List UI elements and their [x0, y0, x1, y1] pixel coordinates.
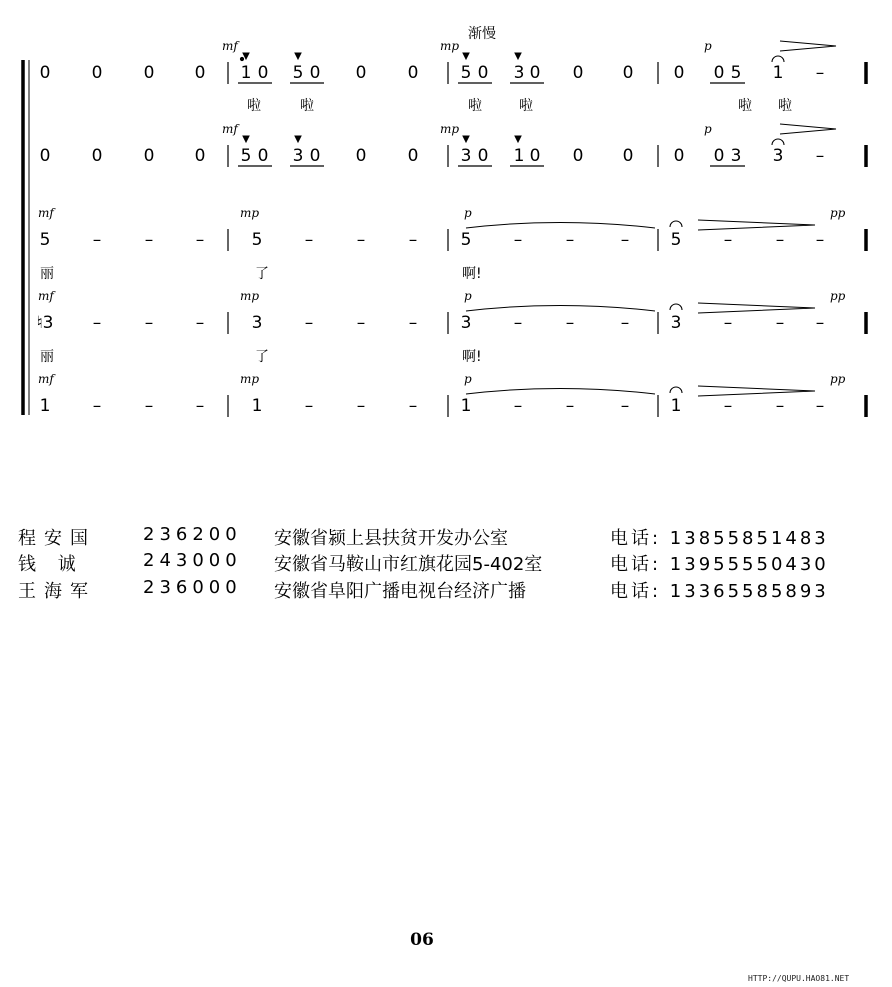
- note: 0: [477, 63, 489, 83]
- note: 3: [292, 146, 304, 166]
- accent-mark: [463, 136, 469, 142]
- lyric: 啦: [468, 98, 482, 114]
- note: 0: [673, 63, 685, 83]
- note: 5: [240, 146, 252, 166]
- note: –: [408, 313, 418, 333]
- note: –: [195, 396, 205, 416]
- dynamic-marking: mf: [38, 206, 54, 220]
- note: 1: [670, 396, 682, 416]
- credit-address: 安徽省阜阳广播电视台经济广播: [274, 581, 526, 602]
- note: 3: [251, 313, 263, 333]
- fermata: [670, 304, 682, 310]
- note: –: [513, 230, 523, 250]
- note: 3: [460, 146, 472, 166]
- note: –: [92, 230, 102, 250]
- note: –: [304, 396, 314, 416]
- note: –: [815, 146, 825, 166]
- note: –: [775, 230, 785, 250]
- note: 5: [39, 230, 51, 250]
- octave-dot: [240, 57, 243, 60]
- note: 0: [713, 63, 725, 83]
- decrescendo-hairpin: [698, 303, 815, 313]
- note: 3: [670, 313, 682, 333]
- decrescendo-hairpin: [698, 220, 815, 230]
- note: 5: [670, 230, 682, 250]
- lyric: 啦: [300, 98, 314, 114]
- note: –: [815, 230, 825, 250]
- note: 3: [460, 313, 472, 333]
- note: 1: [240, 63, 252, 83]
- note: –: [144, 230, 154, 250]
- lyric: 丽: [40, 349, 54, 365]
- note: 0: [572, 63, 584, 83]
- note: –: [723, 313, 733, 333]
- credit-address: 安徽省马鞍山市红旗花园5-402室: [274, 554, 543, 575]
- note: –: [195, 313, 205, 333]
- dynamic-marking: p: [464, 372, 472, 386]
- lyric: 丽: [40, 266, 54, 282]
- fermata: [772, 139, 784, 145]
- note: 0: [673, 146, 685, 166]
- lyric: 啊!: [462, 266, 482, 282]
- note: 0: [355, 146, 367, 166]
- credit-phone: 电话: 13955550430: [610, 554, 829, 575]
- site-watermark: HTTP://QUPU.HAO81.NET: [748, 974, 850, 983]
- accent-mark: [463, 53, 469, 59]
- credit-phone: 电话: 13365585893: [610, 581, 829, 602]
- note: 0: [572, 146, 584, 166]
- dynamic-marking: mf: [38, 372, 54, 386]
- dynamic-marking: p: [704, 39, 712, 53]
- note: ♮3: [36, 313, 54, 333]
- lyric: 啊!: [462, 349, 482, 365]
- accent-mark: [515, 136, 521, 142]
- credit-zip: 243000: [143, 550, 242, 571]
- note: 0: [194, 63, 206, 83]
- page-number: 06: [410, 930, 434, 950]
- note: –: [408, 396, 418, 416]
- note: –: [565, 313, 575, 333]
- note: 0: [407, 146, 419, 166]
- note: 0: [529, 146, 541, 166]
- note: 0: [622, 63, 634, 83]
- dynamic-marking: mp: [240, 372, 260, 386]
- note: 0: [39, 63, 51, 83]
- note: –: [620, 396, 630, 416]
- note: 3: [772, 146, 784, 166]
- credit-zip: 236200: [143, 524, 242, 545]
- dynamic-marking: mp: [440, 39, 460, 53]
- note: –: [815, 63, 825, 83]
- credit-name: 王海军: [18, 581, 96, 602]
- jianpu-score: [0, 0, 892, 470]
- note: 3: [730, 146, 742, 166]
- note: 1: [772, 63, 784, 83]
- note: –: [723, 230, 733, 250]
- dynamic-marking: mp: [240, 206, 260, 220]
- lyric: 啦: [778, 98, 792, 114]
- note: 1: [251, 396, 263, 416]
- fermata: [772, 56, 784, 62]
- note: –: [775, 396, 785, 416]
- tie: [466, 223, 655, 229]
- dynamic-marking: mp: [440, 122, 460, 136]
- accent-mark: [243, 136, 249, 142]
- note: 0: [529, 63, 541, 83]
- note: –: [620, 313, 630, 333]
- note: –: [144, 313, 154, 333]
- tie: [466, 306, 655, 312]
- note: –: [92, 313, 102, 333]
- note: 0: [143, 146, 155, 166]
- note: 1: [39, 396, 51, 416]
- note: –: [565, 230, 575, 250]
- note: 5: [460, 63, 472, 83]
- note: –: [356, 230, 366, 250]
- note: –: [775, 313, 785, 333]
- note: –: [620, 230, 630, 250]
- dynamic-marking: pp: [830, 289, 846, 303]
- note: 1: [460, 396, 472, 416]
- lyric: 啦: [247, 98, 261, 114]
- note: –: [92, 396, 102, 416]
- dynamic-marking: mf: [222, 122, 238, 136]
- note: –: [723, 396, 733, 416]
- note: 0: [194, 146, 206, 166]
- accent-mark: [515, 53, 521, 59]
- note: –: [304, 230, 314, 250]
- note: 5: [730, 63, 742, 83]
- note: 0: [622, 146, 634, 166]
- note: –: [195, 230, 205, 250]
- lyric: 了: [255, 266, 269, 282]
- credit-zip: 236000: [143, 577, 242, 598]
- tempo-marking: 渐慢: [468, 26, 496, 42]
- accent-mark: [295, 53, 301, 59]
- credit-name: 钱 诚: [18, 554, 84, 575]
- decrescendo-hairpin: [698, 386, 815, 396]
- credit-name: 程安国: [18, 528, 96, 549]
- lyric: 了: [255, 349, 269, 365]
- dynamic-marking: p: [704, 122, 712, 136]
- note: 0: [309, 63, 321, 83]
- dynamic-marking: pp: [830, 372, 846, 386]
- note: 0: [407, 63, 419, 83]
- note: –: [304, 313, 314, 333]
- note: –: [144, 396, 154, 416]
- note: 3: [513, 63, 525, 83]
- accent-mark: [295, 136, 301, 142]
- dynamic-marking: pp: [830, 206, 846, 220]
- fermata: [670, 387, 682, 393]
- note: –: [815, 396, 825, 416]
- note: 5: [292, 63, 304, 83]
- note: 0: [355, 63, 367, 83]
- note: 1: [513, 146, 525, 166]
- note: 0: [257, 146, 269, 166]
- decrescendo-hairpin: [780, 41, 836, 51]
- note: 0: [91, 146, 103, 166]
- fermata: [670, 221, 682, 227]
- decrescendo-hairpin: [780, 124, 836, 134]
- note: 5: [251, 230, 263, 250]
- note: 0: [713, 146, 725, 166]
- credit-address: 安徽省颍上县扶贫开发办公室: [274, 528, 508, 549]
- note: 5: [460, 230, 472, 250]
- note: –: [513, 396, 523, 416]
- note: 0: [477, 146, 489, 166]
- note: –: [565, 396, 575, 416]
- note: 0: [309, 146, 321, 166]
- note: –: [815, 313, 825, 333]
- note: –: [356, 396, 366, 416]
- note: –: [356, 313, 366, 333]
- tie: [466, 389, 655, 395]
- credit-phone: 电话: 13855851483: [610, 528, 829, 549]
- dynamic-marking: mf: [222, 39, 238, 53]
- note: 0: [91, 63, 103, 83]
- note: 0: [143, 63, 155, 83]
- lyric: 啦: [738, 98, 752, 114]
- dynamic-marking: p: [464, 206, 472, 220]
- note: 0: [39, 146, 51, 166]
- note: –: [513, 313, 523, 333]
- dynamic-marking: mf: [38, 289, 54, 303]
- note: 0: [257, 63, 269, 83]
- accent-mark: [243, 53, 249, 59]
- lyric: 啦: [519, 98, 533, 114]
- dynamic-marking: p: [464, 289, 472, 303]
- note: –: [408, 230, 418, 250]
- dynamic-marking: mp: [240, 289, 260, 303]
